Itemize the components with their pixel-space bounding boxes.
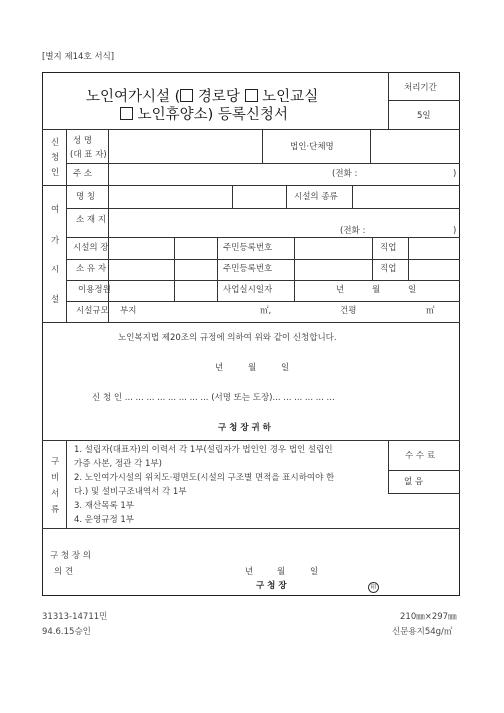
divider bbox=[232, 185, 233, 208]
processing-value: 5일 bbox=[417, 111, 431, 121]
divider bbox=[217, 237, 218, 301]
opinion-label: 의 견 bbox=[54, 567, 74, 577]
applicant-section-char: 신 bbox=[51, 138, 60, 148]
phone-close: ) bbox=[453, 169, 457, 179]
divider bbox=[66, 163, 460, 164]
checkbox-senior-class[interactable] bbox=[245, 89, 258, 102]
processing-label: 처리기간 bbox=[404, 83, 437, 93]
documents-section-char: 류 bbox=[51, 505, 60, 515]
seal-mark: 印 bbox=[368, 582, 379, 593]
signature-line: 신 청 인 ... ... ... ... ... ... ... ... (서명 또는 도장)... ... ... ... ... ... bbox=[92, 393, 335, 403]
date-month-label: 월 bbox=[248, 363, 257, 373]
document-item: 2. 노인여가시설의 위치도·평면도(시설의 구조별 면적을 표시하여야 한 bbox=[74, 473, 335, 483]
job-label: 직업 bbox=[380, 264, 397, 274]
divider bbox=[408, 237, 409, 280]
facility-phone-close: ) bbox=[453, 226, 457, 236]
divider bbox=[174, 237, 175, 301]
approval-date: 94.6.15승인 bbox=[42, 627, 91, 637]
director-label: 시설의 장 bbox=[73, 243, 109, 253]
opinion-day-label: 일 bbox=[310, 567, 319, 577]
divider bbox=[388, 100, 460, 101]
divider bbox=[286, 185, 287, 208]
applicant-section-char: 청 bbox=[51, 153, 60, 163]
facility-section-char: 여 bbox=[51, 205, 60, 215]
start-month-label: 월 bbox=[372, 285, 381, 295]
divider bbox=[66, 280, 460, 281]
date-day-label: 일 bbox=[281, 363, 290, 373]
facility-section-char: 가 bbox=[51, 236, 60, 246]
document-item: 가증 사본, 정관 각 1부) bbox=[74, 459, 162, 469]
phone-label: (전화 : bbox=[332, 169, 358, 179]
addressee: 구 청 장 귀 하 bbox=[218, 423, 271, 433]
opinion-year-label: 년 bbox=[245, 567, 254, 577]
fee-value: 없 음 bbox=[404, 477, 424, 487]
building-unit: ㎡ bbox=[426, 306, 435, 316]
divider bbox=[388, 440, 389, 493]
resident-id-label: 주민등록번호 bbox=[223, 264, 273, 274]
divider bbox=[66, 237, 460, 238]
facility-type-label: 시설의 종류 bbox=[294, 192, 338, 202]
land-unit: ㎡, bbox=[260, 306, 272, 316]
representative-label: (대 표 자) bbox=[70, 150, 107, 160]
divider bbox=[108, 185, 109, 322]
resident-id-label: 주민등록번호 bbox=[223, 243, 273, 253]
checkbox-senior-center[interactable] bbox=[180, 89, 193, 102]
job-label: 직업 bbox=[380, 243, 397, 253]
opinion-month-label: 월 bbox=[277, 567, 286, 577]
location-label: 소 재 지 bbox=[76, 215, 107, 225]
documents-section-char: 비 bbox=[51, 473, 60, 483]
divider bbox=[42, 440, 460, 441]
divider bbox=[262, 129, 263, 163]
capacity-label: 이용정원 bbox=[78, 285, 111, 295]
divider bbox=[42, 185, 460, 186]
start-date-label: 사업실시일자 bbox=[223, 285, 273, 295]
official-title: 구 청 장 bbox=[256, 581, 287, 591]
divider bbox=[372, 237, 373, 280]
divider bbox=[66, 440, 67, 528]
paper-size: 210㎜×297㎜ bbox=[400, 612, 457, 622]
divider bbox=[66, 208, 460, 209]
documents-section-char: 구 bbox=[51, 457, 60, 467]
form-code: 31313-14711민 bbox=[42, 612, 108, 622]
building-label: 건평 bbox=[340, 306, 357, 316]
divider bbox=[294, 237, 295, 301]
form-id: [별지 제14호 서식] bbox=[42, 52, 115, 62]
divider bbox=[108, 129, 109, 185]
divider bbox=[42, 322, 460, 323]
corp-name-label: 법인·단체명 bbox=[290, 142, 334, 152]
fee-label: 수 수 료 bbox=[405, 451, 436, 461]
facility-phone-label: (전화 : bbox=[340, 226, 366, 236]
form-title-line-2: 노인휴양소) 등록신청서 bbox=[120, 106, 288, 126]
start-year-label: 년 bbox=[336, 285, 345, 295]
date-year-label: 년 bbox=[215, 363, 224, 373]
form-title-line-1: 노인여가시설 ( 경로당 노인교실 bbox=[86, 89, 319, 105]
document-item: 1. 설립자(대표자)의 이력서 각 1부(설립자가 법인인 경우 법인 설립인 bbox=[74, 445, 333, 455]
divider bbox=[388, 72, 389, 129]
divider bbox=[66, 259, 460, 260]
divider bbox=[352, 185, 353, 208]
facility-name-label: 명 칭 bbox=[76, 192, 96, 202]
divider bbox=[66, 129, 67, 322]
document-item: 4. 운영규정 1부 bbox=[74, 515, 134, 525]
document-item: 3. 재산목록 1부 bbox=[74, 501, 134, 511]
checkbox-senior-resort[interactable] bbox=[120, 107, 133, 120]
documents-section-char: 서 bbox=[51, 489, 60, 499]
divider bbox=[42, 129, 460, 130]
owner-label: 소 유 자 bbox=[76, 264, 107, 274]
paper-type: 신문용지54g/㎡ bbox=[392, 627, 453, 637]
divider bbox=[388, 470, 460, 471]
facility-section-char: 시 bbox=[51, 265, 60, 275]
land-label: 부지 bbox=[120, 306, 137, 316]
name-label: 성 명 bbox=[73, 136, 93, 146]
address-label: 주 소 bbox=[73, 169, 93, 179]
divider bbox=[388, 493, 460, 494]
scale-label: 시설규모 bbox=[76, 306, 109, 316]
divider bbox=[66, 301, 460, 302]
opinion-label: 구 청 장 의 bbox=[50, 551, 91, 561]
start-day-label: 일 bbox=[408, 285, 417, 295]
application-statement: 노인복지법 제20조의 규정에 의하여 위와 같이 신청합니다. bbox=[118, 333, 337, 343]
divider bbox=[42, 528, 460, 529]
document-item: 다.) 및 설비구조내역서 각 1부 bbox=[74, 487, 187, 497]
applicant-section-char: 인 bbox=[51, 168, 60, 178]
facility-section-char: 설 bbox=[51, 295, 60, 305]
divider bbox=[370, 129, 371, 163]
